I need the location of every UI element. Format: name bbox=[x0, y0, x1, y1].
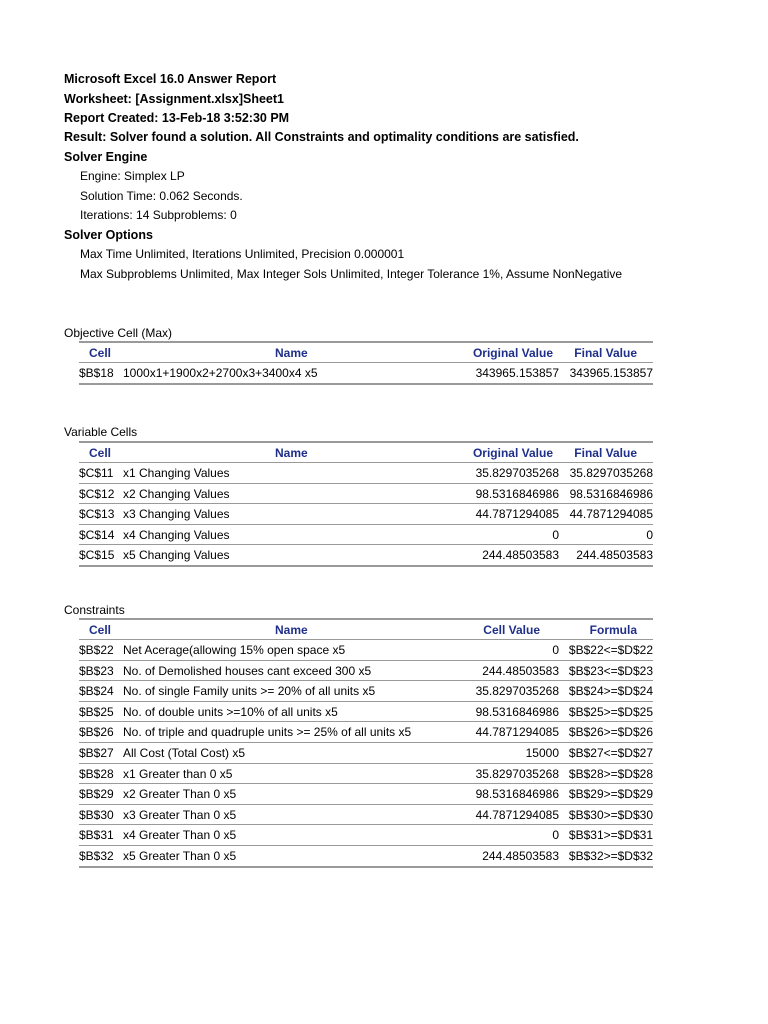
header-formula: Formula bbox=[589, 623, 637, 637]
cell-value: 244.48503583 bbox=[482, 663, 559, 678]
cell-value: 98.5316846986 bbox=[475, 704, 559, 719]
cell-ref: $C$13 bbox=[79, 507, 115, 522]
options-line-1: Max Time Unlimited, Iterations Unlimited, Precision 0.000001 bbox=[80, 247, 405, 261]
table-row bbox=[79, 722, 653, 743]
cell-ref: $B$28 bbox=[79, 766, 114, 781]
header-original-value: Original Value bbox=[472, 346, 553, 360]
table-row bbox=[79, 743, 653, 764]
final-value: 44.7871294085 bbox=[569, 507, 653, 522]
constraint-name: x3 Greater Than 0 x5 bbox=[123, 807, 237, 822]
cell-ref: $B$18 bbox=[79, 366, 114, 380]
formula: $B$31>=$D$31 bbox=[568, 828, 653, 843]
table-row bbox=[79, 681, 653, 702]
original-value: 343965.153857 bbox=[475, 366, 559, 380]
table-row bbox=[79, 545, 653, 567]
cell-ref: $B$25 bbox=[79, 704, 114, 719]
formula: $B$28>=$D$28 bbox=[568, 766, 653, 781]
header-final-value: Final Value bbox=[574, 446, 637, 460]
cell-name: x1 Changing Values bbox=[123, 466, 230, 480]
cell-value: 44.7871294085 bbox=[475, 725, 559, 740]
solution-time-line: Solution Time: 0.062 Seconds. bbox=[80, 189, 243, 203]
header-cell: Cell bbox=[89, 446, 112, 460]
cell-ref: $B$30 bbox=[79, 807, 114, 822]
formula: $B$26>=$D$26 bbox=[568, 725, 653, 740]
table-row bbox=[79, 363, 653, 385]
table-row bbox=[79, 825, 653, 846]
table-row bbox=[79, 661, 653, 682]
table-row bbox=[79, 463, 653, 484]
table-row bbox=[79, 784, 653, 805]
constraint-name: All Cost (Total Cost) x5 bbox=[123, 745, 246, 760]
table-row bbox=[79, 764, 653, 785]
cell-value: 0 bbox=[552, 643, 559, 657]
table-row bbox=[79, 525, 653, 546]
formula: $B$23<=$D$23 bbox=[568, 663, 653, 678]
original-value: 44.7871294085 bbox=[475, 507, 559, 522]
cell-ref: $C$12 bbox=[79, 486, 115, 501]
cell-ref: $B$27 bbox=[79, 745, 114, 760]
constraints-section-title: Constraints bbox=[64, 603, 125, 617]
formula: $B$25>=$D$25 bbox=[568, 704, 653, 719]
header-cell-value: Cell Value bbox=[483, 623, 540, 637]
constraint-name: x4 Greater Than 0 x5 bbox=[123, 828, 237, 843]
cell-name: x4 Changing Values bbox=[123, 527, 230, 542]
constraints-header-row bbox=[79, 618, 653, 640]
objective-table bbox=[79, 341, 653, 385]
objective-header-row bbox=[79, 341, 653, 363]
constraint-name: No. of triple and quadruple units >= 25% of all units x5 bbox=[123, 725, 412, 740]
table-row bbox=[79, 846, 653, 868]
header-name: Name bbox=[275, 446, 308, 460]
solver-result: Result: Solver found a solution. All Constraints and optimality conditions are satisfied. bbox=[64, 130, 579, 144]
cell-ref: $B$31 bbox=[79, 828, 114, 843]
header-name: Name bbox=[275, 623, 308, 637]
solver-engine-header: Solver Engine bbox=[64, 150, 148, 164]
final-value: 98.5316846986 bbox=[569, 486, 653, 501]
cell-ref: $B$23 bbox=[79, 663, 114, 678]
cell-value: 15000 bbox=[525, 745, 559, 760]
table-row bbox=[79, 484, 653, 505]
formula: $B$22<=$D$22 bbox=[568, 643, 653, 657]
original-value: 244.48503583 bbox=[482, 548, 559, 563]
formula: $B$29>=$D$29 bbox=[568, 787, 653, 802]
original-value: 35.8297035268 bbox=[475, 466, 559, 480]
cell-name: x2 Changing Values bbox=[123, 486, 230, 501]
worksheet-label: Worksheet: [Assignment.xlsx]Sheet1 bbox=[64, 92, 284, 106]
iterations-line: Iterations: 14 Subproblems: 0 bbox=[80, 208, 237, 222]
cell-ref: $B$24 bbox=[79, 684, 114, 699]
cell-ref: $C$15 bbox=[79, 548, 115, 563]
solver-options-header: Solver Options bbox=[64, 228, 153, 242]
original-value: 0 bbox=[552, 527, 559, 542]
cell-ref: $B$26 bbox=[79, 725, 114, 740]
report-created: Report Created: 13-Feb-18 3:52:30 PM bbox=[64, 111, 290, 125]
final-value: 343965.153857 bbox=[569, 366, 653, 380]
table-row bbox=[79, 504, 653, 525]
original-value: 98.5316846986 bbox=[475, 486, 559, 501]
cell-value: 35.8297035268 bbox=[475, 766, 559, 781]
cell-name: 1000x1+1900x2+2700x3+3400x4 x5 bbox=[123, 366, 318, 380]
formula: $B$32>=$D$32 bbox=[568, 848, 653, 863]
header-final-value: Final Value bbox=[574, 346, 637, 360]
variables-table bbox=[79, 441, 653, 567]
cell-name: x5 Changing Values bbox=[123, 548, 230, 563]
header-name: Name bbox=[275, 346, 308, 360]
final-value: 0 bbox=[646, 527, 653, 542]
header-cell: Cell bbox=[89, 346, 112, 360]
cell-ref: $B$29 bbox=[79, 787, 114, 802]
constraint-name: x5 Greater Than 0 x5 bbox=[123, 848, 237, 863]
constraint-name: No. of single Family units >= 20% of all units x5 bbox=[123, 684, 376, 699]
header-original-value: Original Value bbox=[472, 446, 553, 460]
constraint-name: x2 Greater Than 0 x5 bbox=[123, 787, 237, 802]
engine-line: Engine: Simplex LP bbox=[80, 169, 185, 183]
options-line-2: Max Subproblems Unlimited, Max Integer Sols Unlimited, Integer Tolerance 1%, Assume NonNegative bbox=[80, 267, 623, 281]
cell-name: x3 Changing Values bbox=[123, 507, 230, 522]
constraint-name: x1 Greater than 0 x5 bbox=[123, 766, 233, 781]
variables-header-row bbox=[79, 441, 653, 463]
report-title: Microsoft Excel 16.0 Answer Report bbox=[64, 72, 277, 86]
formula: $B$30>=$D$30 bbox=[568, 807, 653, 822]
constraint-name: No. of double units >=10% of all units x5 bbox=[123, 704, 338, 719]
cell-value: 98.5316846986 bbox=[475, 787, 559, 802]
variables-section-title: Variable Cells bbox=[64, 425, 138, 439]
table-row bbox=[79, 702, 653, 723]
cell-value: 244.48503583 bbox=[482, 848, 559, 863]
final-value: 244.48503583 bbox=[576, 548, 653, 563]
table-row bbox=[79, 640, 653, 661]
constraints-table bbox=[79, 618, 653, 868]
cell-ref: $C$14 bbox=[79, 527, 115, 542]
header-cell: Cell bbox=[89, 623, 112, 637]
constraint-name: No. of Demolished houses cant exceed 300 x5 bbox=[123, 663, 372, 678]
formula: $B$24>=$D$24 bbox=[568, 684, 653, 699]
constraint-name: Net Acerage(allowing 15% open space x5 bbox=[123, 643, 346, 657]
final-value: 35.8297035268 bbox=[569, 466, 653, 480]
formula: $B$27<=$D$27 bbox=[568, 745, 653, 760]
cell-ref: $B$22 bbox=[79, 643, 114, 657]
objective-section-title: Objective Cell (Max) bbox=[64, 326, 173, 340]
cell-value: 0 bbox=[552, 828, 559, 843]
cell-value: 35.8297035268 bbox=[475, 684, 559, 699]
cell-ref: $B$32 bbox=[79, 848, 114, 863]
table-row bbox=[79, 805, 653, 826]
cell-value: 44.7871294085 bbox=[475, 807, 559, 822]
cell-ref: $C$11 bbox=[79, 466, 114, 480]
